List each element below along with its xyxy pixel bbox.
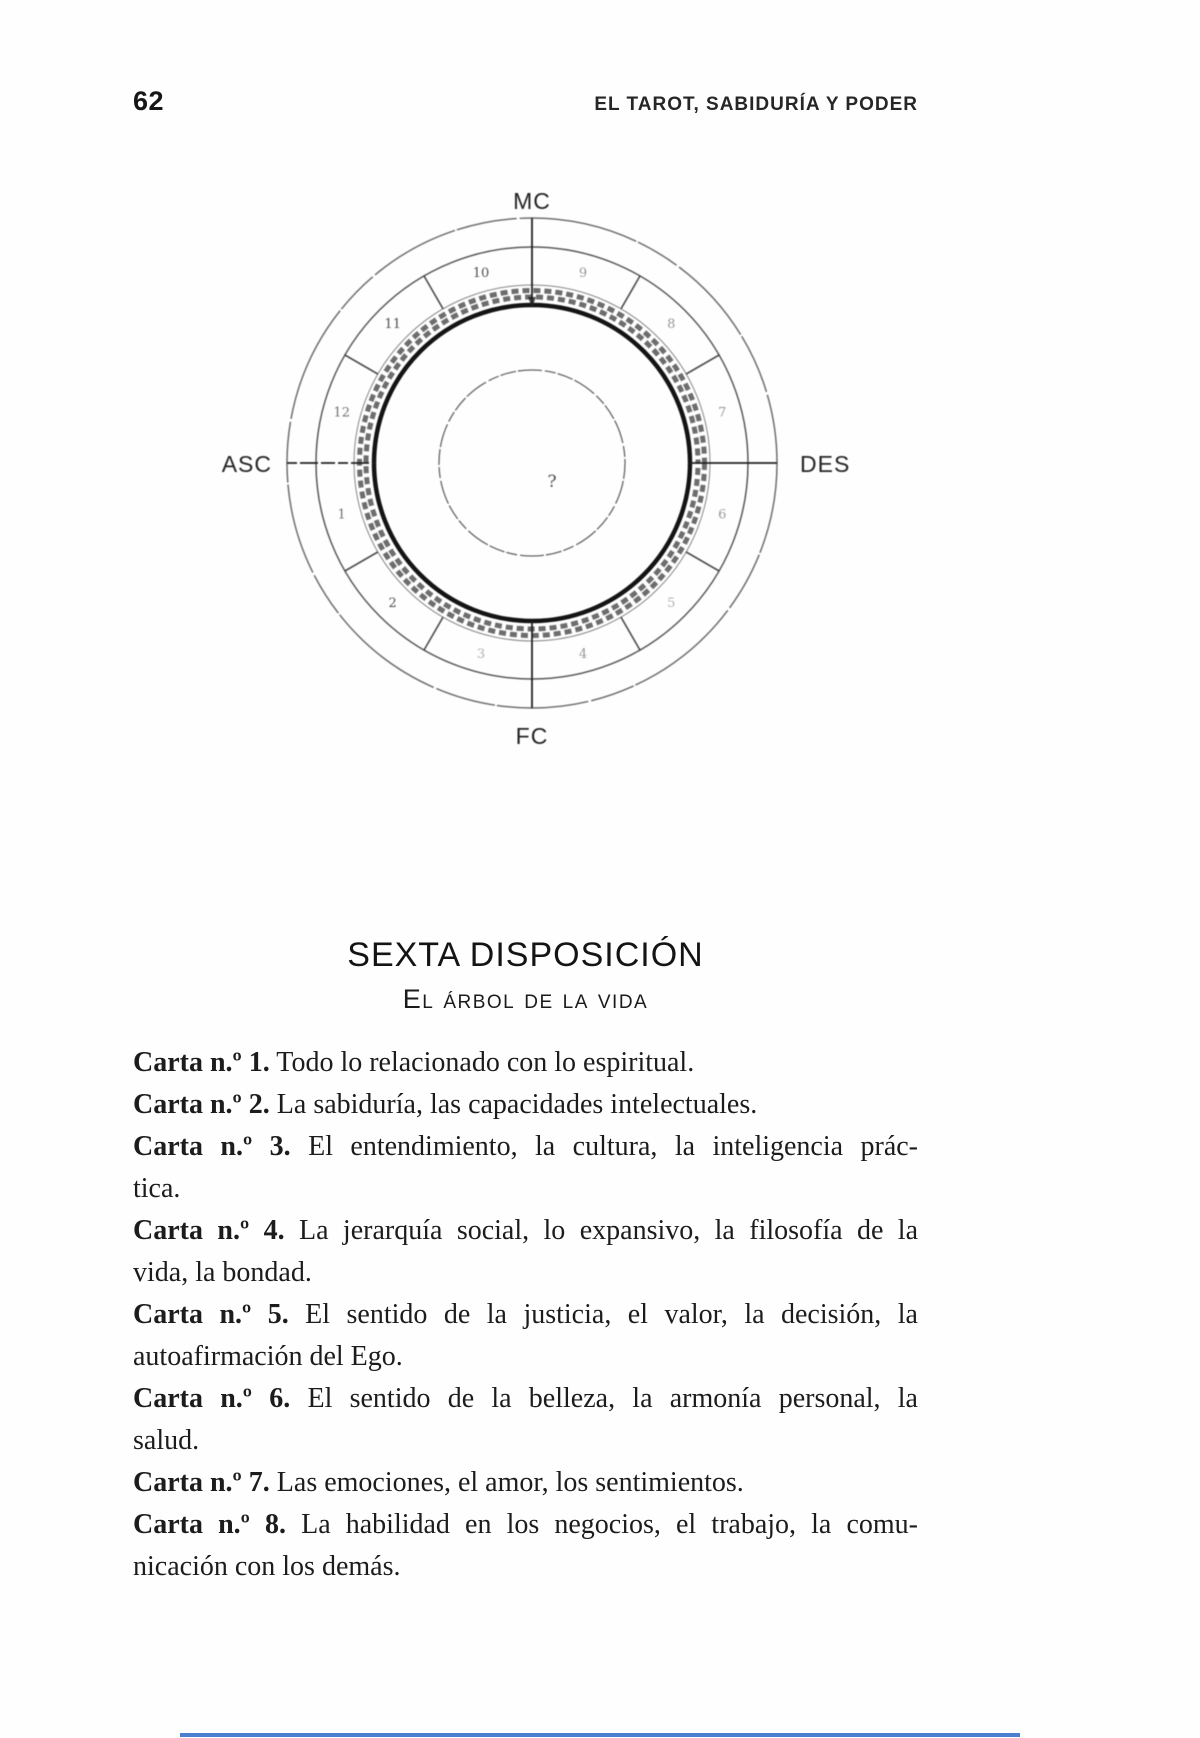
astro-wheel-diagram [192,163,872,763]
house-number-2: 2 [388,595,397,611]
card-line: Carta n.º 7. Las emociones, el amor, los sentimientos. [133,1467,744,1498]
card-line: tica. [133,1173,181,1204]
axis-lines [287,218,777,708]
card-entry [133,1084,918,1126]
card-list [133,1042,918,1588]
heavy-circle [374,305,690,621]
card-line: autoafirmación del Ego. [133,1341,403,1372]
page-header [133,86,918,117]
card-label: Carta n.º 6. [133,1383,291,1414]
axis-label-des: DES [800,451,851,477]
axis-label-fc: FC [515,723,549,749]
card-entry [133,1126,918,1210]
house-number-9: 9 [578,266,588,282]
card-line: Carta n.º 3. El entendimiento, la cultura, la inteligencia prác- [133,1131,918,1162]
house-cusp-lines [345,276,719,650]
band-outer-edge [354,285,710,641]
house-number-11: 11 [384,317,401,333]
axis-label-mc: MC [513,188,551,214]
house-number-4: 4 [578,646,588,662]
axis-label-asc: ASC [221,451,272,477]
hatched-band-row1 [360,291,705,636]
card-label: Carta n.º 5. [133,1299,289,1330]
card-line: Carta n.º 8. La habilidad en los negocios, el trabajo, la comu- [133,1509,918,1540]
inner-circle [439,370,625,556]
card-entry [133,1210,918,1294]
page-number: 62 [133,86,165,116]
running-header: EL TAROT, SABIDURÍA Y PODER [594,94,918,115]
bottom-accent-line [180,1733,1020,1737]
card-label: Carta n.º 7. [133,1467,270,1498]
section-subtitle: El árbol de la vida [402,984,649,1014]
section-title: SEXTA DISPOSICIÓN [347,936,704,974]
card-label: Carta n.º 2. [133,1089,270,1120]
card-line: Carta n.º 2. La sabiduría, las capacidades intelectuales. [133,1089,758,1120]
card-line: vida, la bondad. [133,1257,312,1288]
card-line: salud. [133,1425,200,1456]
card-line: Carta n.º 4. La jerarquía social, lo expansivo, la filosofía de la [133,1215,918,1246]
house-number-6: 6 [718,507,727,523]
hatched-band-row2 [366,297,698,629]
card-label: Carta n.º 3. [133,1131,291,1162]
house-number-8: 8 [667,317,676,333]
second-circle [316,247,748,679]
house-number-1: 1 [337,507,346,523]
house-number-12: 12 [333,405,350,421]
card-entry [133,1042,918,1084]
house-number-7: 7 [718,405,727,421]
card-entry [133,1294,918,1378]
center-question-mark: ? [547,472,557,492]
card-entry [133,1378,918,1462]
card-label: Carta n.º 4. [133,1215,285,1246]
card-label: Carta n.º 1. [133,1047,270,1078]
house-number-10: 10 [472,266,490,282]
card-line: nicación con los demás. [133,1551,401,1582]
house-number-3: 3 [476,646,486,662]
card-line: Carta n.º 6. El sentido de la belleza, la armonía personal, la [133,1383,918,1414]
astro-wheel-svg [192,163,872,763]
card-line: Carta n.º 5. El sentido de la justicia, el valor, la decisión, la [133,1299,918,1330]
house-number-5: 5 [667,595,676,611]
card-line: Carta n.º 1. Todo lo relacionado con lo espiritual. [133,1047,695,1078]
card-entry [133,1462,918,1504]
card-label: Carta n.º 8. [133,1509,286,1540]
card-entry [133,1504,918,1588]
